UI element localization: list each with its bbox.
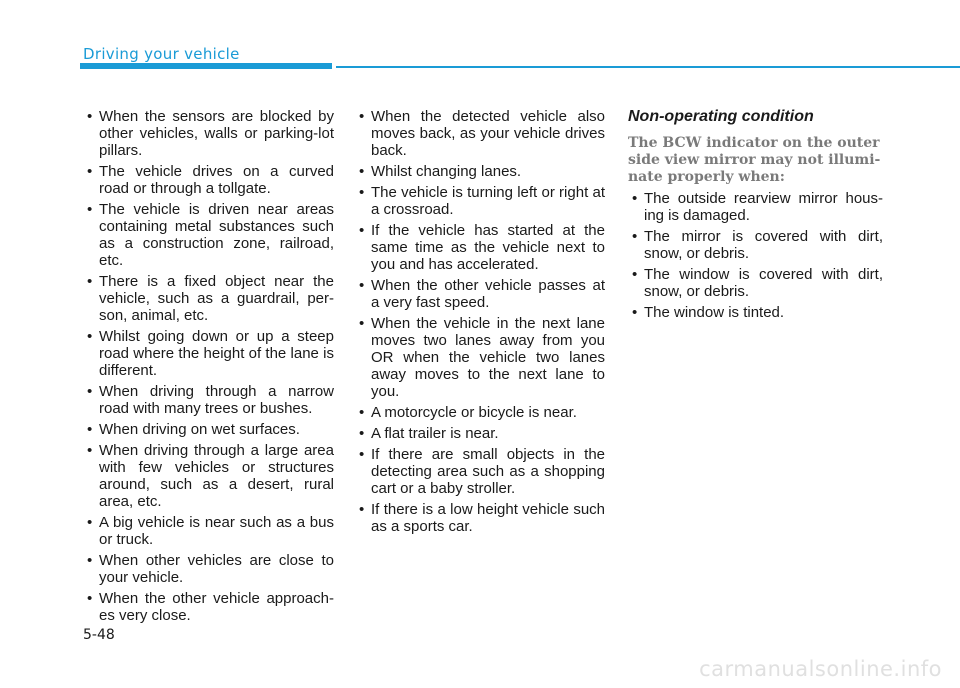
list-item: • If there are small objects in the detecting area such as a shopping cart or a baby stroller. [355, 446, 605, 497]
list-item: • When driving through a narrow road with many trees or bushes. [83, 383, 334, 417]
list-item: • When the sensors are blocked by other vehicles, walls or parking-lot pillars. [83, 108, 334, 159]
list-item: • The vehicle is turning left or right at a crossroad. [355, 184, 605, 218]
list-item: • Whilst going down or up a steep road where the height of the lane is different. [83, 328, 334, 379]
page-number: 5-48 [83, 627, 115, 643]
list-item: • When driving through a large area with few vehicles or structures around, such as a desert, rural area, etc. [83, 442, 334, 510]
section-title: Driving your vehicle [83, 45, 240, 63]
bullet-list-left [83, 108, 334, 624]
list-item: • The mirror is covered with dirt, snow, or debris. [628, 228, 883, 262]
list-item: • When driving on wet surfaces. [83, 421, 334, 438]
section-heading: Non-operating condition [628, 108, 814, 125]
bullet-list-right [628, 190, 883, 321]
header-rule-thin [336, 66, 960, 68]
list-item: • When the other vehicle approach-es very close. [83, 590, 334, 624]
list-item: • There is a fixed object near the vehicle, such as a guardrail, per-son, animal, etc. [83, 273, 334, 324]
list-item: • The vehicle is driven near areas containing metal substances such as a construction zone, railroad, etc. [83, 201, 334, 269]
list-item: • When other vehicles are close to your vehicle. [83, 552, 334, 586]
column-right [628, 108, 883, 325]
list-item: • If the vehicle has started at the same time as the vehicle next to you and has accelerated. [355, 222, 605, 273]
list-item: • When the other vehicle passes at a very fast speed. [355, 277, 605, 311]
column-middle [355, 108, 605, 539]
list-item: • When the vehicle in the next lane moves two lanes away from you OR when the vehicle two lanes away moves to the next lane to you. [355, 315, 605, 400]
list-item: • The window is covered with dirt, snow, or debris. [628, 266, 883, 300]
list-item: • If there is a low height vehicle such as a sports car. [355, 501, 605, 535]
list-item: • The window is tinted. [628, 304, 883, 321]
section-subheading: The BCW indicator on the outer side view mirror may not illumi-nate properly when: [628, 135, 881, 185]
list-item: • Whilst changing lanes. [355, 163, 605, 180]
list-item: • When the detected vehicle also moves back, as your vehicle drives back. [355, 108, 605, 159]
list-item: • A motorcycle or bicycle is near. [355, 404, 605, 421]
list-item: • The vehicle drives on a curved road or through a tollgate. [83, 163, 334, 197]
list-item: • The outside rearview mirror hous-ing is damaged. [628, 190, 883, 224]
list-item: • A big vehicle is near such as a bus or truck. [83, 514, 334, 548]
bullet-list-middle [355, 108, 605, 535]
list-item: • A flat trailer is near. [355, 425, 605, 442]
header-rule-thick [80, 63, 332, 69]
watermark: carmanualsonline.info [699, 657, 942, 681]
column-left [83, 108, 334, 628]
